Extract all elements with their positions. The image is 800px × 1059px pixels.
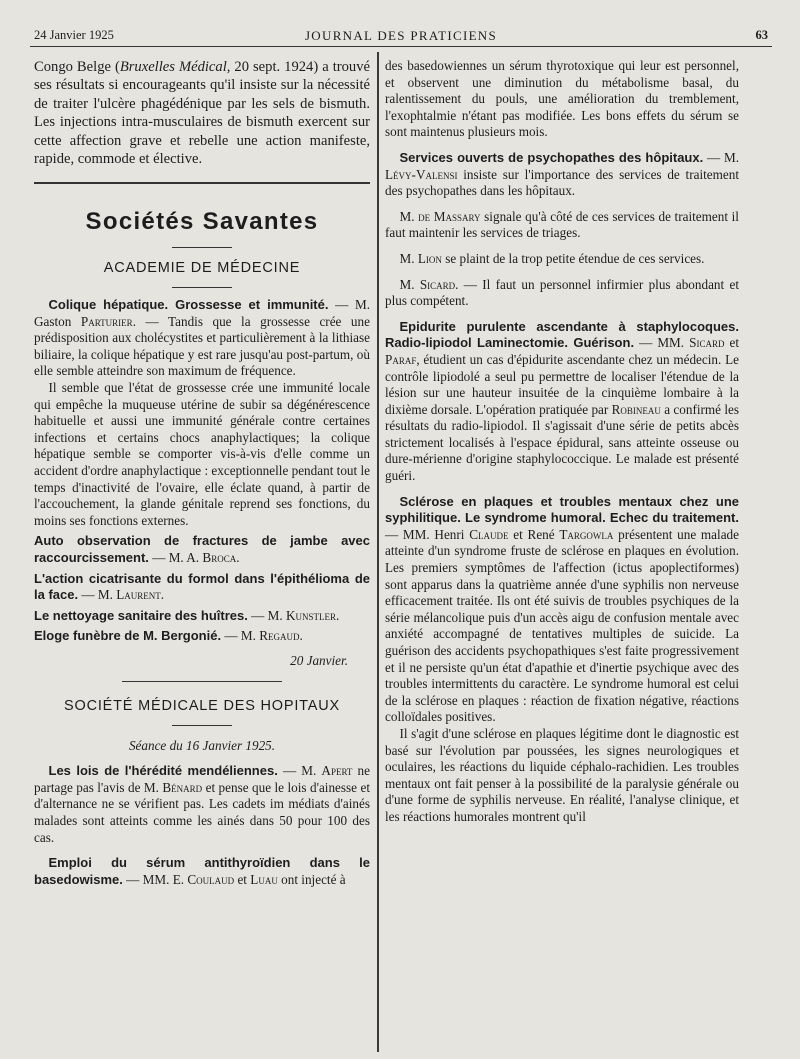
article-title: Colique hépatique. Grossesse et immunité. — [48, 297, 329, 312]
separator-rule — [122, 681, 282, 682]
author-name: Apert — [321, 763, 353, 779]
text-run: . — [299, 628, 303, 644]
text-run: — M. — [78, 587, 117, 603]
title-rule — [172, 247, 232, 248]
text-run: M. — [399, 208, 419, 224]
article-paragraph — [385, 251, 739, 268]
author-name: Paraf — [385, 351, 417, 367]
text-run: Bruxelles Médical, — [119, 59, 231, 75]
article-title: Epidurite purulente ascendante à staphylocoques. Radio-lipiodol Laminectomie. Guérison. — [385, 318, 739, 351]
text-run: — M. — [221, 628, 260, 644]
article-title: Les lois de l'hérédité mendéliennes. — [48, 763, 278, 779]
text-run: ont injecté à — [277, 871, 346, 887]
session-date: Séance du 16 Janvier 1925. — [128, 738, 276, 754]
author-name: Regaud — [259, 628, 300, 644]
text-run: et — [234, 871, 251, 887]
text-run: . — Tandis que la grossesse crée une prédisposition aux cholécystites et particulièrement à la lithiase biliaire, la colique hépatique y est rare jusqu'au post-partum, où elle semble atteindre son maximum de fréquence. — [34, 313, 370, 379]
academy-entry — [34, 533, 370, 566]
text-run: — MM. — [634, 335, 690, 351]
text-run: — M. A. — [148, 549, 203, 565]
author-name: Bénard — [162, 779, 203, 795]
header-journal-title: JOURNAL DES PRATICIENS — [304, 28, 498, 43]
academy-entry — [34, 571, 370, 604]
page-number: 63 — [755, 28, 768, 42]
text-run: et René — [508, 526, 560, 542]
article-paragraph — [385, 277, 739, 310]
subtitle-rule — [172, 287, 232, 288]
column-divider — [377, 52, 379, 1052]
text-run: Il semble que l'état de grossesse crée une immunité locale qui empêche la muqueuse utérine de subir sa dégénérescence habituelle et aussi une immunité générale contre certaines infections et certains chocs anaphylactiques; la colique hépatique semble se comporter vis-à-vis d'elle comme un accident d'ordre anaphylactique : exceptionnelle pendant tout le temps d'inactivité de l'ovaire, elle éclate quand, à partir de l'accouchement, la glande génitale reprend ses fonctions, du moins ses fonctions externes. — [34, 379, 370, 528]
academy-items — [34, 297, 370, 645]
text-run: insiste sur l'importance des services de traitement des psychopathes dans les hôpitaux. — [385, 166, 739, 199]
text-run: . — [336, 607, 340, 623]
academy-entry — [34, 628, 370, 645]
text-run: . — Il faut un personnel infirmier plus abondant et plus compétent. — [385, 276, 739, 309]
author-name: de Massary — [418, 208, 481, 224]
academy-entry — [34, 297, 370, 380]
text-run: — MM. Henri — [385, 526, 470, 542]
text-run: — M. — [277, 763, 322, 779]
text-run: . — [160, 587, 165, 603]
article-paragraph — [385, 494, 739, 726]
article-title: L'action cicatrisante du formol dans l'épithélioma de la face. — [34, 570, 370, 603]
text-run: — MM. E. — [122, 871, 188, 887]
article-paragraph — [385, 726, 739, 826]
text-run: , étudient un cas d'épidurite ascendante chez un médecin. Le contrôle lipiodolé a seul pu permettre de localiser l'étendue de la lésion sur une hauteur insuitée de la cinquième lombaire à la dixième dorsale. L'opération pratiquée par — [385, 351, 739, 417]
article-paragraph — [385, 150, 739, 200]
hospital-society-title: SOCIÉTÉ MÉDICALE DES HOPITAUX — [64, 698, 340, 715]
hospital-items — [34, 763, 370, 888]
text-run: signale qu'à côté de ces services de traitement il faut maintenir les services de triages. — [385, 208, 739, 241]
text-run: présentent une malade atteinte d'un syndrome fruste de sclérose en plaques en évolution. Les premiers symptômes de l'affection (ictus apoplectiformes) sont apparus dans la quatrième année d'une syphilis non nerveuse efficacement traitée. Ils ont été suivis de troubles psychiques de la série mélancolique puis d'un accès aigu de confusion mentale avec anxiété accompagné de tentatives multiples de suicide. La guérison des accidents psychopathiques s'est faite progressivement et il ne persiste qu'un état d'apathie et d'inertie psychique avec des troubles intermittents du caractère. Le syndrome humoral est celui de la sclérose en plaques : réaction de fixation négative, réactions colloïdales positives. — [385, 526, 739, 725]
article-paragraph — [385, 319, 739, 485]
article-title: Sclérose en plaques et troubles mentaux chez une syphilitique. Le syndrome humoral. Echec du traitement. — [385, 493, 739, 526]
author-name: Luau — [250, 871, 278, 887]
article-paragraph — [385, 58, 739, 141]
author-name: Coulaud — [187, 871, 235, 887]
author-name: Sicard — [419, 276, 456, 292]
text-run: des basedowiennes un sérum thyrotoxique qui leur est personnel, et observent une diminution du métabolisme basal, du ralentissement du pouls, une amélioration du tremblement, l'exophtalmie n'étant pas modifiée. Les bons effets du sérum se sont maintenus plusieurs mois. — [385, 58, 739, 140]
intro-paragraph — [34, 58, 370, 168]
text-run: M. — [399, 276, 420, 292]
text-run: M. — [399, 250, 418, 266]
author-name: Lion — [417, 250, 442, 266]
author-name: Robineau — [611, 401, 661, 417]
text-run: 20 sept. 1924) a trouvé ses résultats si encourageants qu'il insiste sur la nécessité de traiter l'ulcère phagédénique par les sels de bismuth. Les injections intra-musculaires de bismuth exercent sur cette affection grave et rebelle une action manifeste, rapide, commode et élective. — [34, 59, 370, 168]
text-run: ne partage pas l'avis de M. — [34, 763, 370, 795]
hospital-title-rule — [172, 725, 232, 726]
article-title: Emploi du sérum antithyroïdien dans le basedowisme. — [34, 855, 370, 887]
text-run: — M. — [247, 607, 286, 623]
article-title: Le nettoyage sanitaire des huîtres. — [34, 607, 248, 623]
author-name: Targowla — [559, 526, 614, 542]
article-title: Services ouverts de psychopathes des hôpitaux. — [399, 149, 704, 165]
text-run: et pense que le lois d'ainesse et d'alternance ne se vérifient pas. Les cadets im médiats d'ainés malades sont atteints comme les ainés dans 50 pour 100 des cas. — [34, 779, 370, 845]
right-column — [385, 58, 739, 826]
text-run: Congo Belge ( — [34, 59, 120, 75]
article-title: Eloge funèbre de M. Bergonié. — [34, 628, 222, 644]
text-run: et — [724, 335, 740, 351]
text-run: . — [236, 549, 240, 565]
academy-entry — [34, 608, 370, 625]
article-title: Auto observation de fractures de jambe avec raccourcissement. — [34, 533, 370, 565]
text-run: se plaint de la trop petite étendue de ces services. — [441, 250, 705, 266]
author-name: Laurent — [116, 587, 161, 603]
author-name: Lévy-Valensi — [385, 166, 458, 182]
left-column — [34, 58, 370, 888]
author-name: Claude — [469, 526, 509, 542]
section-rule — [34, 182, 370, 183]
text-run: a confirmé les résultats du radio-lipiodol. Il s'agissait d'une série de petits abcès strictement localisés à l'espace épidural, sans atteinte osseuse ou dure-mérienne d'origine staphylococcique. Le malade est présenté guéri. — [385, 401, 739, 484]
text-run: — M. — [703, 149, 739, 165]
academy-title: ACADEMIE DE MÉDECINE — [103, 259, 301, 276]
author-name: Sicard — [689, 335, 725, 351]
article-paragraph — [385, 209, 739, 242]
hospital-entry — [34, 763, 370, 846]
author-name: Parturier — [80, 313, 133, 329]
text-run: — M. Gaston — [34, 297, 370, 329]
author-name: Kunstler — [285, 607, 336, 623]
report-date: 20 Janvier. — [290, 652, 348, 668]
header-date: 24 Janvier 1925 — [34, 28, 114, 42]
section-title: Sociétés Savantes — [85, 207, 319, 235]
author-name: Broca — [202, 549, 237, 565]
academy-entry — [34, 380, 370, 529]
hospital-entry — [34, 855, 370, 888]
text-run: Il s'agit d'une sclérose en plaques légitime dont le diagnostic est basé sur l'évolution par poussées, les signes neurologiques et oculaires, les réactions du liquide céphalo-rachidien. Les troubles mentaux ont fait penser à la possibilité de la paralysie générale ou d'une forme de syphilis nerveuse. En réalité, l'analyse clinique, et les réactions humorales montrent qu'il — [385, 725, 739, 824]
running-header — [30, 24, 772, 47]
